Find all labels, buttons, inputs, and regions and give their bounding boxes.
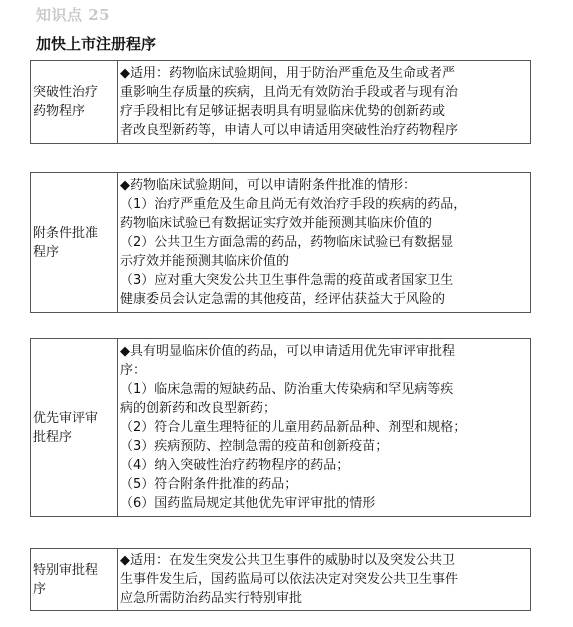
procedure-name-line: 序	[33, 581, 47, 597]
procedure-table-breakthrough	[30, 60, 531, 144]
desc-line: （3）疾病预防、控制急需的疫苗和创新疫苗；	[120, 439, 389, 454]
cropped-next-heading	[36, 617, 146, 627]
desc-line: 应急所需防治药品实行特别审批	[120, 591, 303, 606]
procedure-name-line: 优先审评审	[33, 410, 99, 426]
desc-line: （1）临床急需的短缺药品、防治重大传染病和罕见病等疾	[120, 382, 454, 397]
procedure-name-line: 附条件批准	[33, 225, 99, 241]
procedure-name-line: 突破性治疗	[33, 85, 99, 100]
table-row	[31, 549, 531, 611]
procedure-name-cell	[31, 173, 118, 313]
desc-line: 病的创新药和改良型新药；	[120, 401, 277, 416]
table-row	[31, 173, 531, 313]
procedure-name-line: 药物程序	[33, 104, 86, 119]
procedure-table-special	[30, 548, 531, 611]
procedure-desc-cell	[118, 61, 531, 144]
procedure-name-cell	[31, 549, 118, 611]
desc-line: 者改良型新药等，申请人可以申请适用突破性治疗药物程序	[120, 123, 459, 138]
procedure-name-line: 特别审批程	[33, 562, 99, 578]
desc-line: 健康委员会认定急需的其他疫苗，经评估获益大于风险的	[120, 292, 446, 307]
desc-line: 生事件发生后，国药监局可以依法决定对突发公共卫生事件	[120, 572, 459, 587]
procedure-name-line: 批程序	[33, 429, 73, 445]
knowledge-point-label: 知识点 25	[36, 6, 111, 24]
desc-line: （4）纳入突破性治疗药物程序的药品；	[120, 458, 350, 473]
section-title: 加快上市注册程序	[36, 35, 157, 53]
desc-line: （3）应对重大突发公共卫生事件急需的疫苗或者国家卫生	[120, 273, 454, 288]
desc-line: 示疗效并能预测其临床价值的	[120, 254, 290, 269]
procedure-table-conditional	[30, 172, 531, 313]
procedure-name-line: 程序	[33, 244, 60, 260]
desc-line: ◆具有明显临床价值的药品，可以申请适用优先审评审批程	[120, 344, 455, 359]
desc-line: ◆药物临床试验期间，可以申请附条件批准的情形：	[120, 178, 416, 193]
procedure-name-cell	[31, 339, 118, 517]
procedure-desc-cell	[118, 173, 531, 313]
desc-line: （6）国药监局规定其他优先审评审批的情形	[120, 496, 376, 511]
desc-line: 药物临床试验已有数据证实疗效并能预测其临床价值的	[120, 216, 433, 231]
table-row	[31, 339, 531, 517]
desc-line: （5）符合附条件批准的药品；	[120, 477, 298, 492]
desc-line: （1）治疗严重危及生命且尚无有效治疗手段的疾病的药品，	[120, 197, 467, 212]
desc-line: 疗手段相比有足够证据表明具有明显临床优势的创新药或	[120, 104, 446, 119]
desc-line: （2）公共卫生方面急需的药品，药物临床试验已有数据显	[120, 235, 454, 250]
procedure-desc-cell	[118, 339, 531, 517]
procedure-name-cell	[31, 61, 118, 144]
desc-line: ◆适用：药物临床试验期间，用于防治严重危及生命或者严	[120, 66, 455, 81]
table-row	[31, 61, 531, 144]
procedure-desc-cell	[118, 549, 531, 611]
procedure-table-priority	[30, 338, 531, 517]
desc-line: ◆适用：在发生突发公共卫生事件的威胁时以及突发公共卫	[120, 553, 455, 568]
desc-line: 序：	[120, 363, 147, 378]
desc-line: （2）符合儿童生理特征的儿童用药品新品种、剂型和规格；	[120, 420, 467, 435]
desc-line: 重影响生存质量的疾病，且尚无有效防治手段或者与现有治	[120, 85, 459, 100]
